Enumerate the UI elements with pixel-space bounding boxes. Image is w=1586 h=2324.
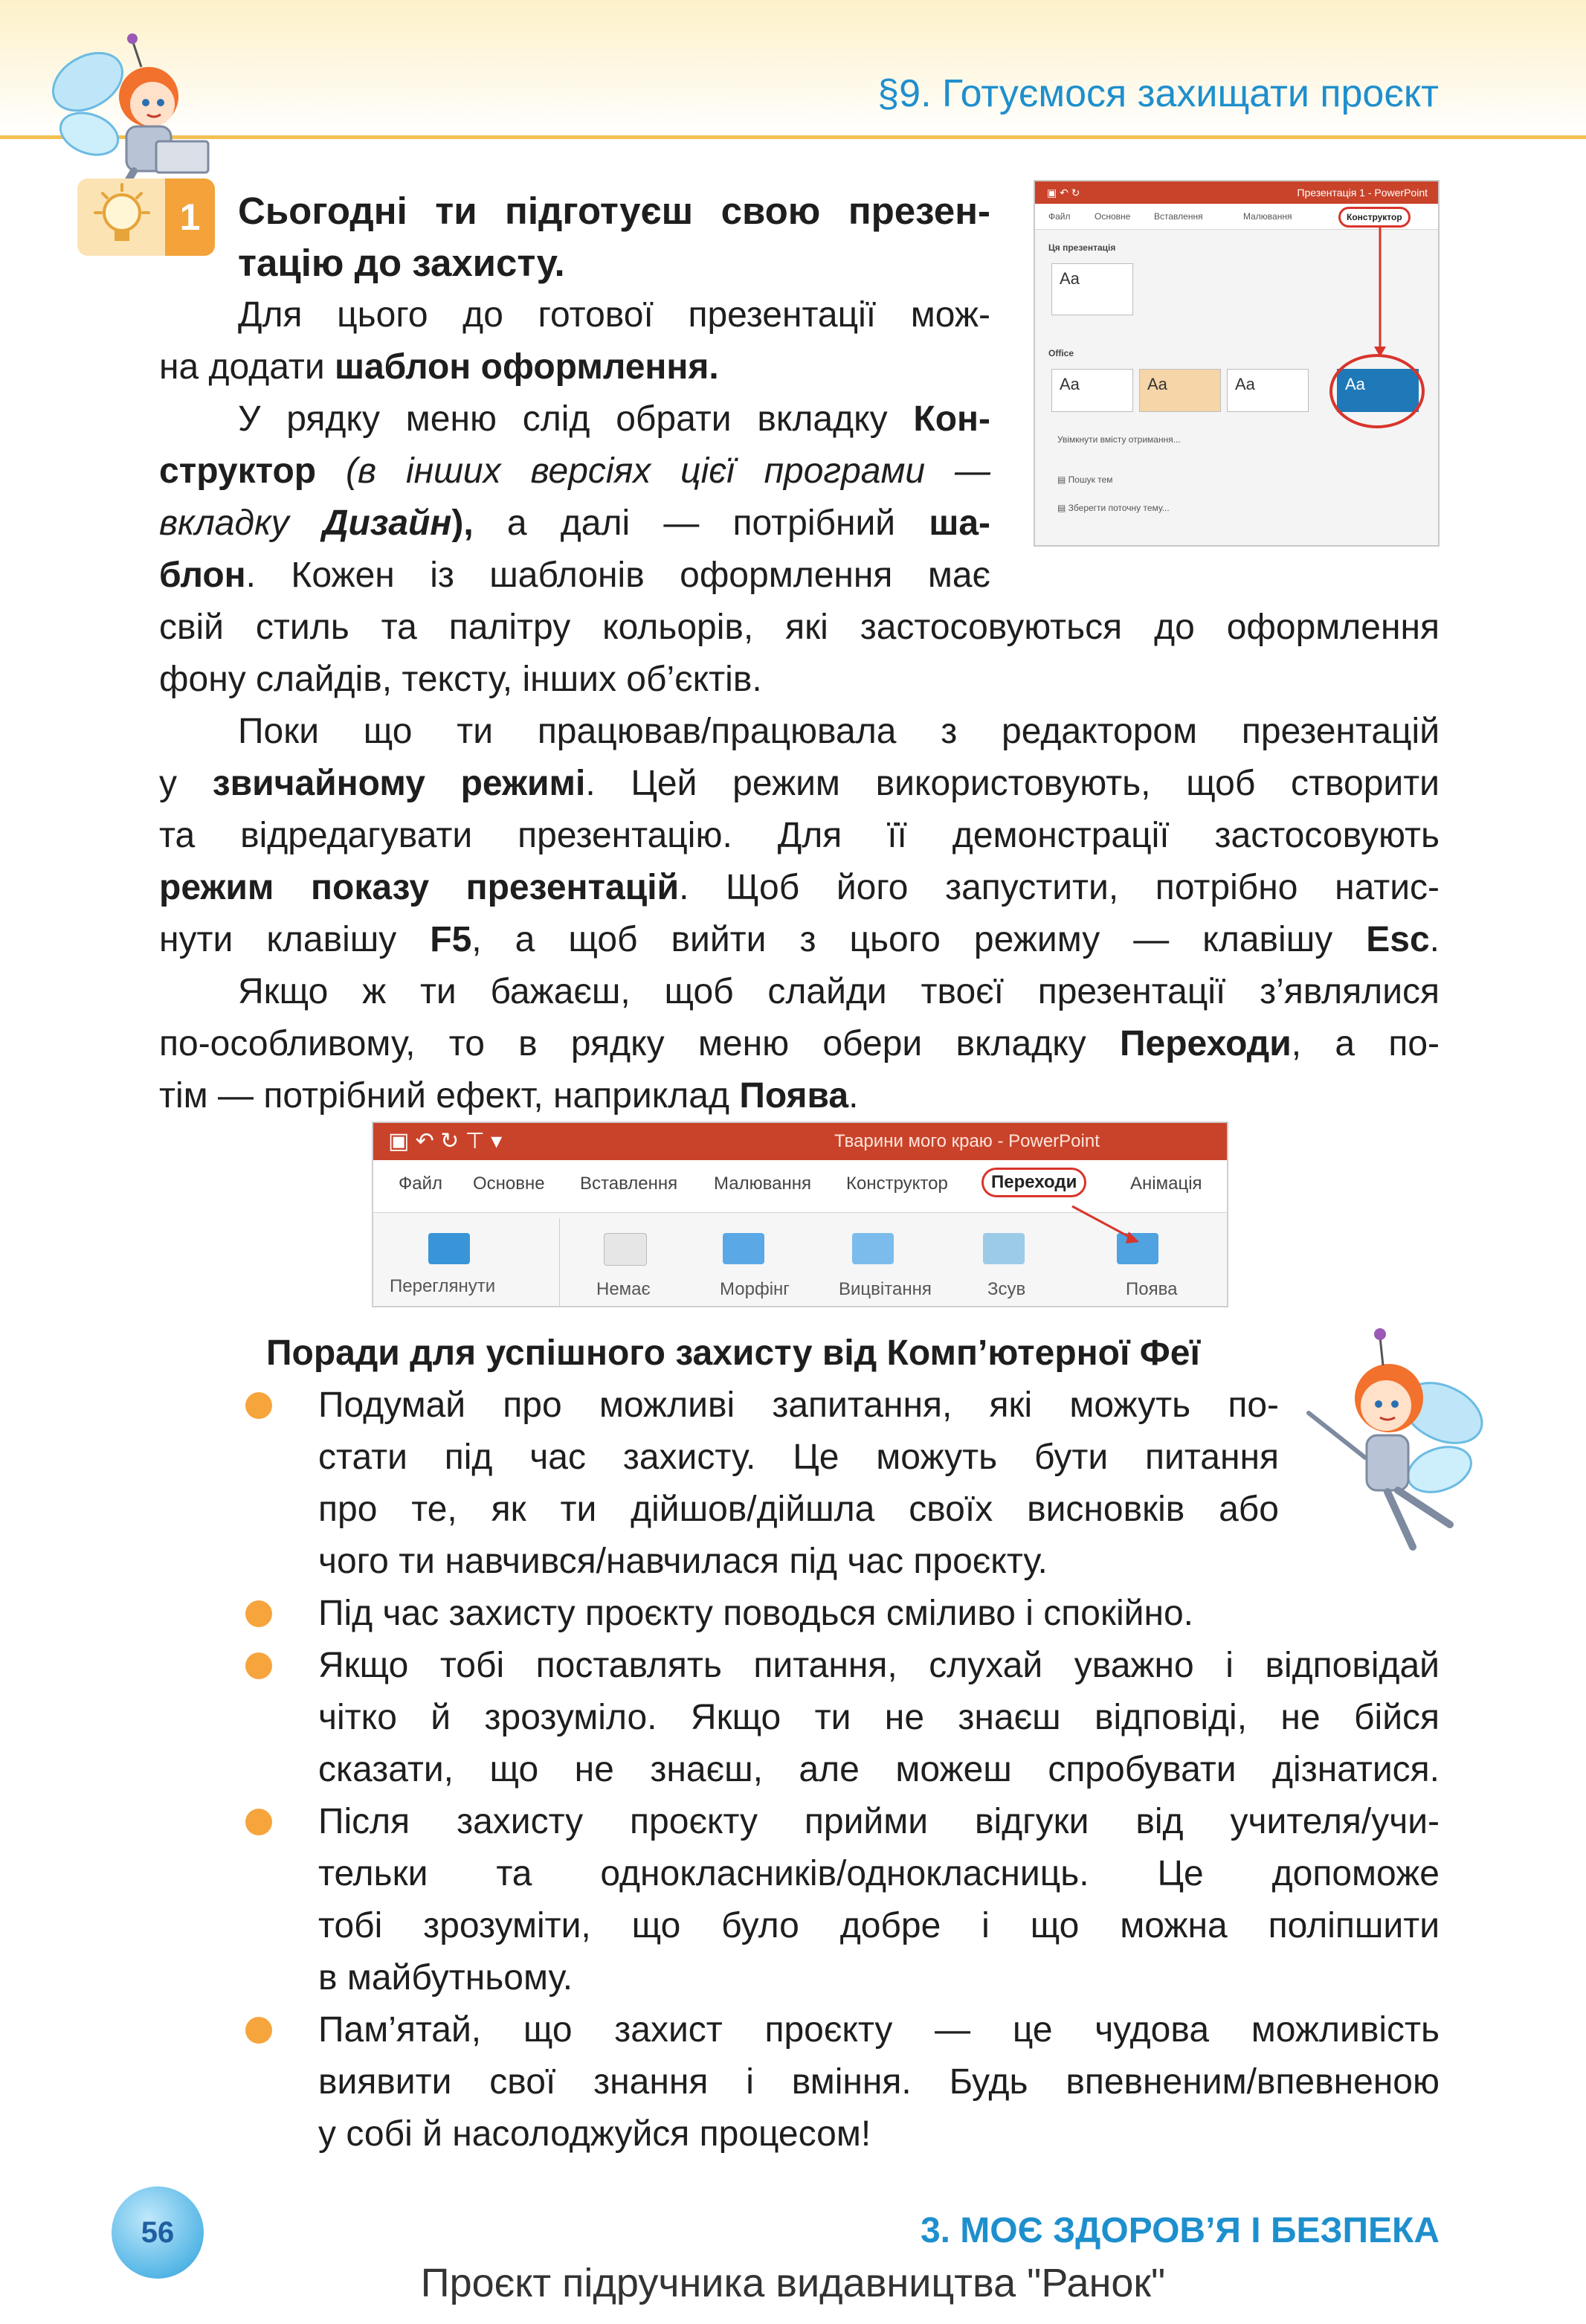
text-line: сказати, що не знаєш, але можеш спробувати дізнатися. [318,1750,1440,1789]
tab-file: Файл [399,1174,443,1194]
text-line: про те, як ти дійшов/дійшла своїх висновків або [318,1490,1279,1529]
text-line: виявити свої знання і вміння. Будь впевненим/впевненою [318,2062,1440,2102]
text-line: тацію до захисту. [238,242,565,284]
ppt-window-title: Презентація 1 - PowerPoint [1297,187,1428,199]
text-line: у собі й насолоджуйся процесом! [318,2114,871,2154]
tab-animations: Анімація [1130,1174,1202,1194]
tab-transitions: Переходи [981,1168,1086,1197]
transition-label: Немає [596,1279,651,1299]
text-line: Сьогодні ти підготуєш свою презен- [238,190,990,232]
text-line: фону слайдів, тексту, інших об’єктів. [159,660,762,699]
text-line: Для цього до готової презентації мож- [238,295,990,335]
text-line: вкладку Дизайн), а далі — потрібний ша- [159,503,990,543]
text-line: Під час захисту проєкту поводься сміливо і спокійно. [318,1594,1194,1633]
text-line: блон. Кожен із шаблонів оформлення має [159,556,990,595]
text-line: Якщо ж ти бажаєш, щоб слайди твоєї презентації з’являлися [238,972,1440,1011]
tab-design: Конструктор [1338,207,1411,228]
text-line: у звичайному режимі. Цей режим використовують, щоб створити [159,764,1440,803]
text-line: на додати шаблон оформлення. [159,347,719,387]
tips-title: Поради для успішного захисту від Комп’ютерної Феї [266,1333,1200,1373]
transition-label: Зсув [987,1279,1026,1299]
tab-insert: Вставлення [580,1174,678,1194]
text-line: Поки що ти працював/працювала з редактором презентацій [238,712,1440,751]
powerpoint-design-screenshot [1034,180,1440,547]
group-this-presentation: Ця презентація [1048,242,1116,253]
transition-label: Вицвітання [839,1279,932,1299]
task-number: 1 [165,178,215,256]
text-line: свій стиль та палітру кольорів, які застосовуються до оформлення [159,608,1440,647]
fairy-with-wand-icon [1294,1324,1487,1569]
text-line: Подумай про можливі запитання, які можуть по- [318,1385,1279,1425]
ppt-window-title: Тварини мого краю - PowerPoint [834,1131,1100,1151]
text-line: стати під час захисту. Це можуть бути питання [318,1438,1279,1477]
task-badge [77,178,215,256]
theme-tile: Aa [1139,369,1221,412]
tab-draw: Малювання [1243,211,1292,222]
tab-insert: Вставлення [1154,211,1203,222]
menu-save-theme: ▤ Зберегти поточну тему... [1057,503,1170,513]
text-line: У рядку меню слід обрати вкладку Кон- [238,399,990,439]
text-line: Після захисту проєкту прийми відгуки від учителя/учи- [318,1802,1440,1841]
transition-label: Морфінг [720,1279,790,1299]
tab-home: Основне [473,1174,545,1194]
lightbulb-icon [77,178,165,256]
tab-home: Основне [1095,211,1131,222]
menu-search-themes: ▤ Пошук тем [1057,474,1113,485]
preview-label: Переглянути [390,1276,496,1296]
bullet-icon [245,1392,272,1419]
text-line: тельки та однокласників/однокласниць. Це допоможе [318,1854,1440,1893]
header-band [0,0,1586,138]
theme-tile: Aa [1227,369,1309,412]
powerpoint-transitions-screenshot [372,1121,1228,1307]
text-line: чого ти навчився/навчилася під час проєкту. [318,1542,1048,1581]
text-line: по-особливому, то в рядку меню обери вкладку Переходи, а по- [159,1024,1440,1063]
publisher-note: Проєкт підручника видавництва "Ранок" [420,2261,1166,2305]
bullet-icon [245,1809,272,1835]
text-line: тім — потрібний ефект, наприклад Поява. [159,1076,859,1116]
text-line: нути клавішу F5, а щоб вийти з цього режиму — клавішу Esc. [159,920,1440,959]
theme-tile: Aa [1051,263,1133,315]
highlight-arrow-icon [373,1123,1228,1307]
group-office: Office [1048,348,1074,358]
bullet-icon [245,1652,272,1679]
save-icon: ▣ ↶ ↻ [1047,187,1080,199]
menu-more-themes: Увімкнути вмісту отримання... [1057,434,1181,445]
text-line: в майбутньому. [318,1958,573,1998]
text-line: Пам’ятай, що захист проєкту — це чудова можливість [318,2010,1440,2050]
theme-tile-selected: Aa [1337,369,1419,412]
tab-design: Конструктор [846,1174,948,1194]
text-line: чітко й зрозуміло. Якщо ти не знаєш відповіді, не бійся [318,1698,1440,1737]
highlight-arrow-icon [1035,181,1440,547]
text-line: тобі зрозуміти, що було добре і що можна поліпшити [318,1906,1440,1945]
section-title: §9. Готуємося захищати проєкт [877,72,1439,115]
page-number: 56 [112,2186,204,2279]
chapter-title: 3. МОЄ ЗДОРОВ’Я І БЕЗПЕКА [920,2211,1440,2250]
tab-file: Файл [1048,211,1071,222]
quick-access-icon: ▣ ↶ ↻ ⊤ ▾ [388,1129,503,1153]
theme-tile: Aa [1051,369,1133,412]
tab-draw: Малювання [714,1174,811,1194]
bullet-icon [245,2017,272,2044]
header-rule [0,135,1586,139]
text-line: та відредагувати презентацію. Для її демонстрації застосовують [159,816,1440,855]
transition-label: Поява [1126,1279,1178,1299]
text-line: режим показу презентацій. Щоб його запустити, потрібно натис- [159,868,1440,907]
bullet-icon [245,1600,272,1627]
text-line: Якщо тобі поставлять питання, слухай уважно і відповідай [318,1646,1440,1685]
text-line: структор (в інших версіях цієї програми — [159,451,990,491]
